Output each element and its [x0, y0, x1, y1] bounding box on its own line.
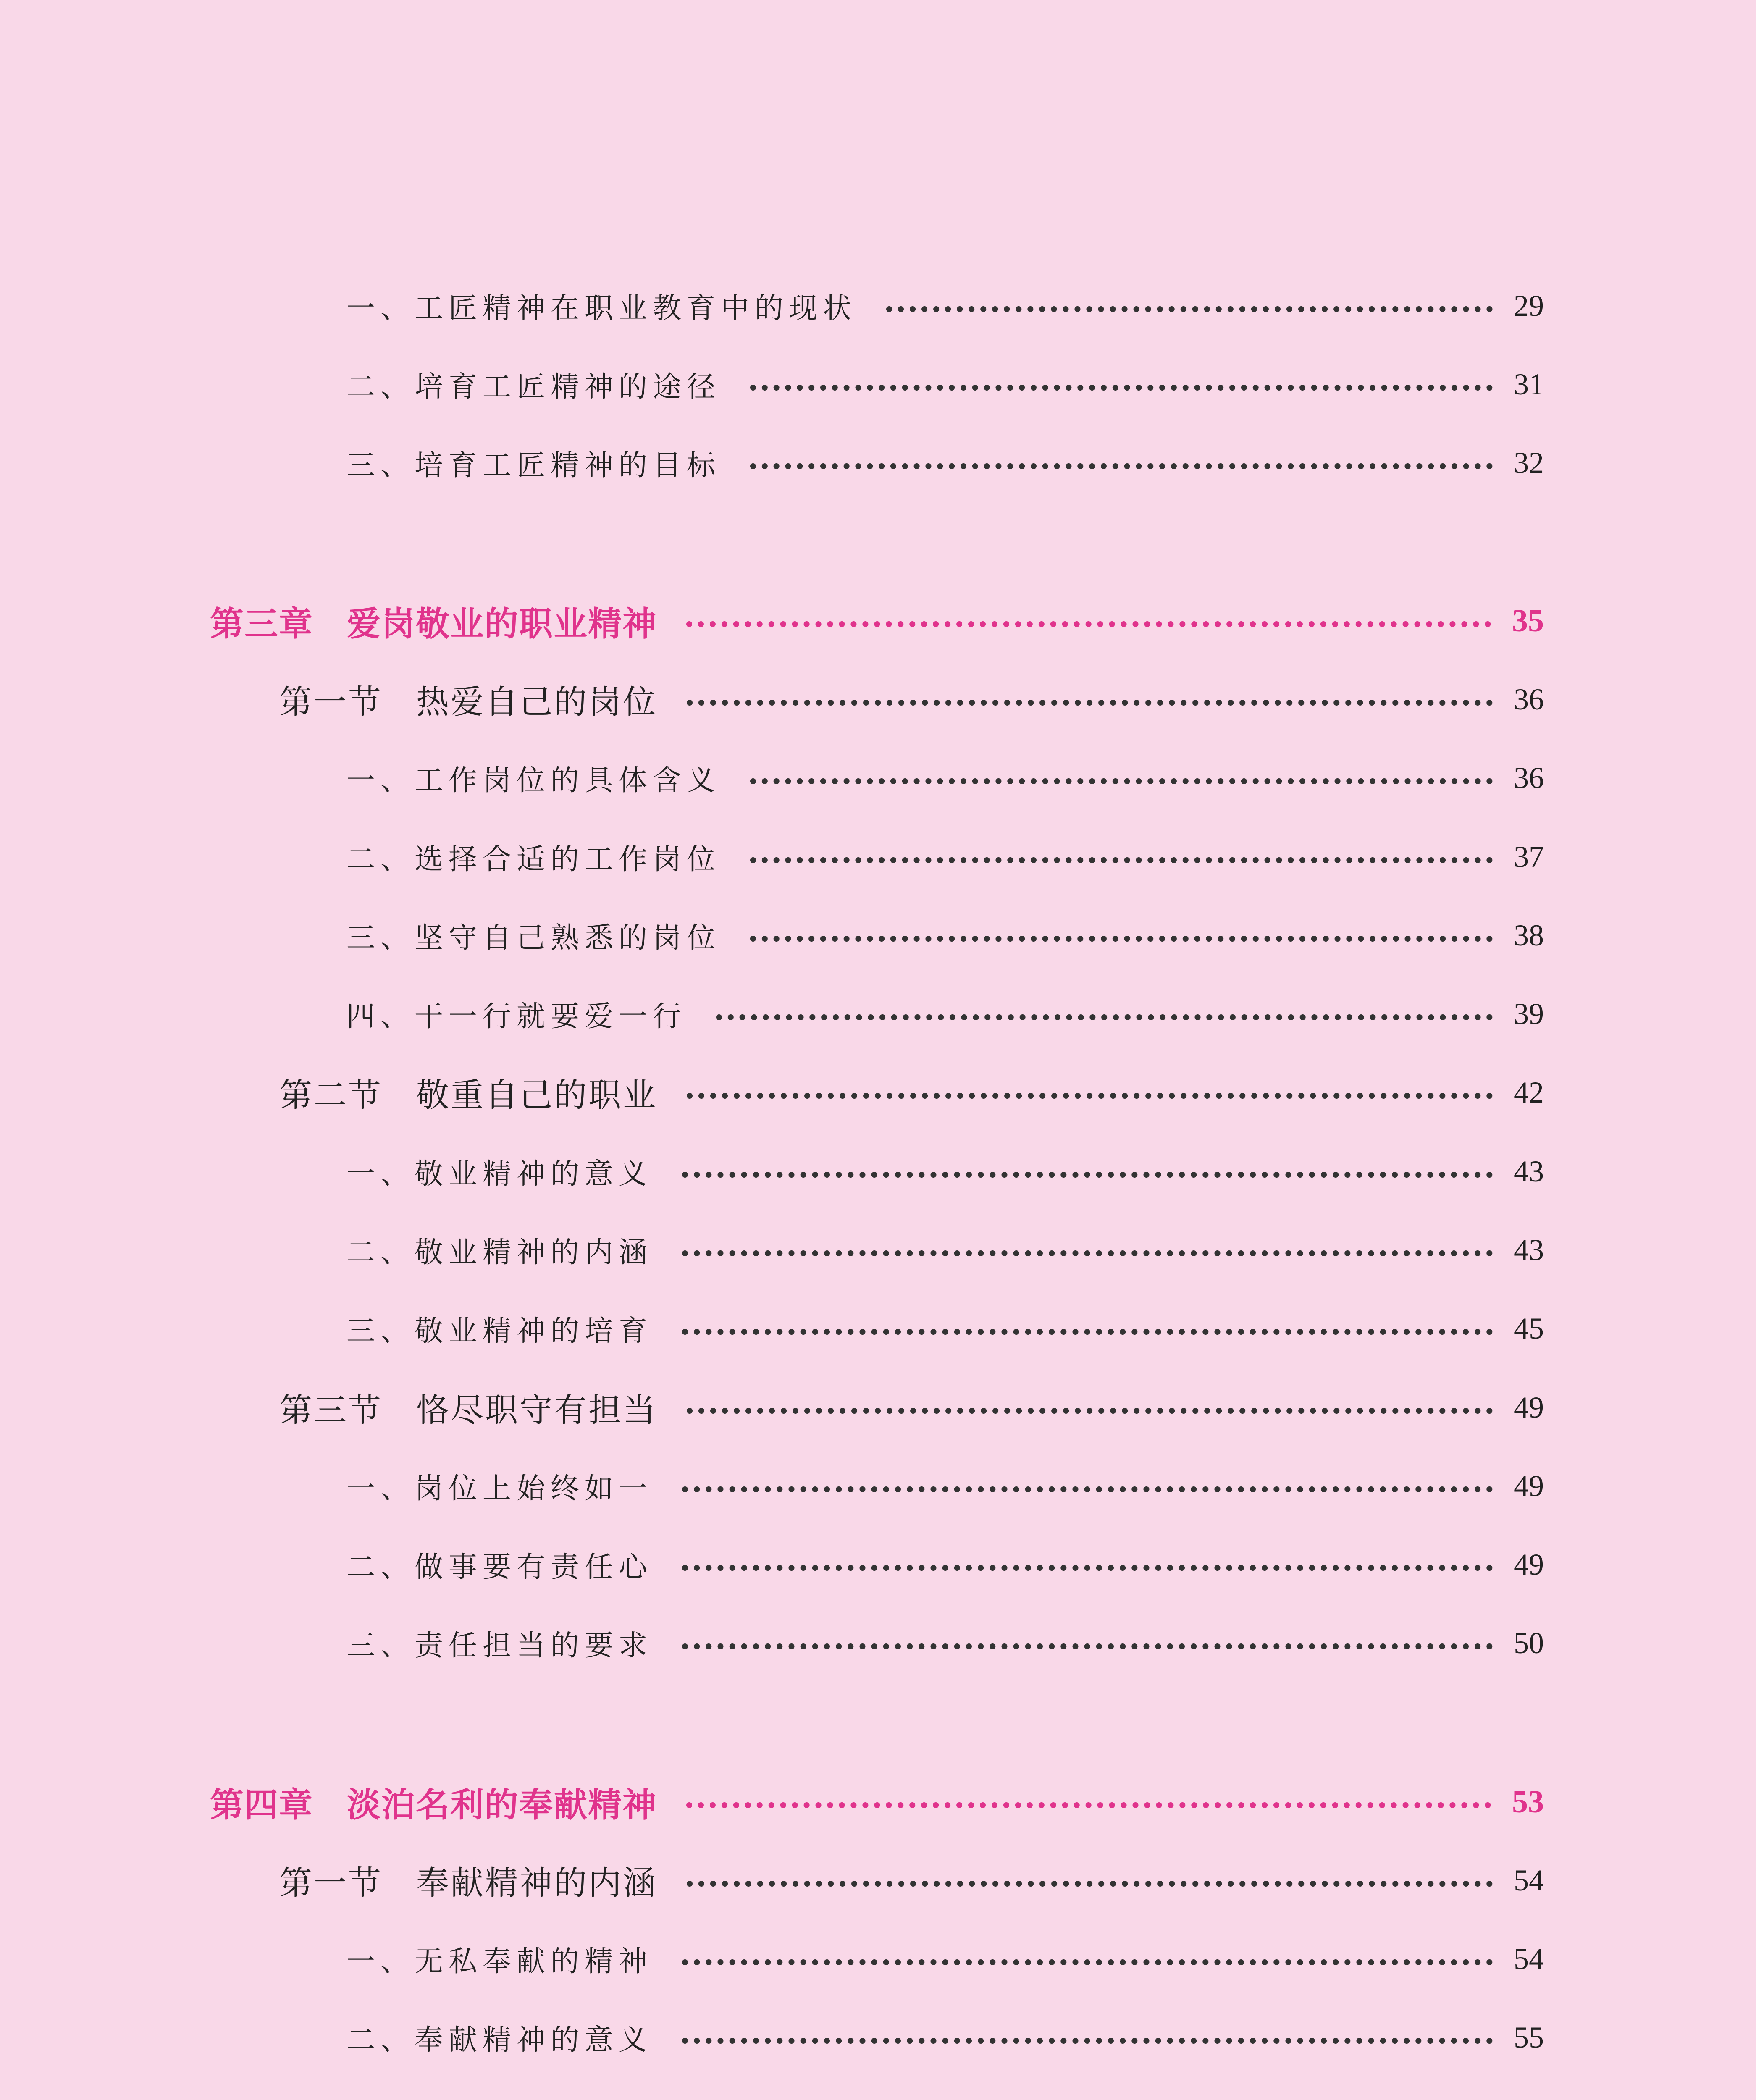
toc-page-number: 38 [1514, 918, 1544, 952]
toc-item-entry[interactable] [346, 904, 1544, 967]
toc-entry-label [346, 758, 750, 798]
toc-leader-dots [750, 936, 1493, 942]
toc-entry-title: 恪尽职守有担当 [416, 1391, 658, 1429]
toc-page-number: 29 [1514, 289, 1544, 323]
toc-entry-number: 四、 [346, 1000, 415, 1033]
toc-leader-dots [750, 385, 1493, 391]
toc-entry-title: 做事要有责任心 [415, 1550, 653, 1584]
toc-leader-dots [886, 306, 1493, 312]
toc-entry-label [210, 1778, 686, 1826]
toc-entry-title: 奉献精神的意义 [415, 2023, 653, 2057]
toc-leader-dots [750, 778, 1493, 784]
toc-entry-number: 一、 [346, 764, 415, 797]
toc-entry-label [346, 1544, 682, 1585]
toc-item-entry[interactable] [346, 2006, 1544, 2069]
toc-page-number: 36 [1514, 761, 1544, 795]
toc-leader-dots [687, 1093, 1493, 1099]
toc-entry-number: 一、 [346, 1472, 415, 1505]
toc-entry-title: 爱岗敬业的职业精神 [347, 604, 657, 643]
toc-entry-label [346, 994, 716, 1034]
toc-entry-number: 第一节 [279, 683, 383, 721]
toc-page-number: 43 [1514, 1154, 1544, 1188]
toc-entry-title: 责任担当的要求 [415, 1629, 653, 1662]
toc-item-entry[interactable] [346, 1927, 1544, 1990]
toc-entry-number: 三、 [346, 1314, 415, 1348]
toc-leader-dots [682, 2038, 1493, 2044]
toc-item-entry[interactable] [346, 1533, 1544, 1596]
toc-item-entry[interactable] [346, 1218, 1544, 1281]
toc-page-number: 54 [1514, 1942, 1544, 1976]
toc-leader-dots [687, 700, 1493, 706]
toc-item-entry[interactable] [346, 431, 1544, 494]
toc-page-number: 39 [1514, 997, 1544, 1031]
toc-entry-title: 干一行就要爱一行 [415, 1000, 687, 1033]
toc-entry-label [346, 915, 750, 956]
toc-leader-dots [682, 1329, 1493, 1335]
toc-entry-number: 第四章 [210, 1785, 313, 1824]
toc-entry-title: 岗位上始终如一 [415, 1472, 653, 1505]
toc-leader-dots [682, 1643, 1493, 1649]
toc-entry-number: 一、 [346, 1157, 415, 1191]
toc-entry-label [346, 1230, 682, 1270]
toc-leader-dots [682, 1959, 1493, 1965]
toc-entry-title: 工匠精神在职业教育中的现状 [415, 291, 857, 325]
toc-leader-dots [686, 621, 1491, 627]
toc-leader-dots [687, 1408, 1493, 1414]
toc-page-number: 43 [1514, 1233, 1544, 1267]
toc-leader-dots [750, 857, 1493, 863]
toc-entry-title: 敬重自己的职业 [416, 1076, 658, 1114]
toc-entry-title: 培育工匠精神的目标 [415, 449, 721, 482]
toc-entry-number: 三、 [346, 449, 415, 482]
toc-page-number: 31 [1514, 367, 1544, 401]
toc-leader-dots [687, 1881, 1493, 1887]
toc-entry-number: 二、 [346, 1550, 415, 1584]
toc-entry-title: 培育工匠精神的途径 [415, 370, 721, 404]
toc-entry-title: 无私奉献的精神 [415, 1945, 653, 1978]
toc-entry-label [346, 837, 750, 877]
toc-entry-label [279, 1384, 687, 1431]
toc-entry-label [279, 1857, 687, 1904]
toc-page-number: 35 [1512, 603, 1544, 638]
toc-page-number: 55 [1514, 2020, 1544, 2054]
toc-page-number: 50 [1514, 1626, 1544, 1660]
toc-entry-title: 敬业精神的内涵 [415, 1236, 653, 1269]
toc-entry-number: 第一节 [279, 1864, 383, 1902]
toc-item-entry[interactable] [346, 982, 1544, 1045]
toc-entry-label [346, 1151, 682, 1192]
toc-entry-number: 三、 [346, 1629, 415, 1662]
toc-page-number: 42 [1514, 1075, 1544, 1109]
toc-page-number: 37 [1514, 840, 1544, 874]
toc-entry-title: 淡泊名利的奉献精神 [347, 1785, 657, 1824]
toc-entry-label [346, 1623, 682, 1664]
toc-entry-label [346, 2096, 682, 2100]
toc-page-number: 53 [1512, 1784, 1544, 1819]
toc-entry-label [346, 2017, 682, 2058]
toc-page-number: 45 [1514, 1311, 1544, 1345]
toc-item-entry[interactable] [346, 1297, 1544, 1360]
toc-chapter-entry[interactable] [210, 589, 1544, 652]
toc-leader-dots [686, 1802, 1491, 1808]
toc-item-entry[interactable] [346, 2085, 1544, 2100]
toc-page-number: 49 [1514, 1469, 1544, 1503]
toc-section-entry[interactable] [279, 668, 1544, 731]
toc-entry-title: 奉献精神的内涵 [416, 1864, 658, 1902]
toc-page-number: 49 [1514, 1390, 1544, 1424]
toc-entry-title: 工作岗位的具体含义 [415, 764, 721, 797]
toc-entry-title: 敬业精神的培育 [415, 1314, 653, 1348]
toc-page-number: 54 [1514, 1863, 1544, 1897]
toc-leader-dots [682, 1565, 1493, 1571]
toc-entry-number: 一、 [346, 1945, 415, 1978]
toc-entry-number: 第二节 [279, 1076, 383, 1114]
toc-entry-label [346, 364, 750, 405]
toc-entry-title: 选择合适的工作岗位 [415, 843, 721, 876]
toc-entry-number: 第三章 [210, 604, 313, 643]
toc-entry-label [346, 286, 886, 326]
toc-leader-dots [750, 463, 1493, 469]
toc-chapter-entry[interactable] [210, 1770, 1544, 1833]
toc-entry-label [346, 1939, 682, 1979]
toc-entry-label [279, 676, 687, 723]
toc-item-entry[interactable] [346, 353, 1544, 416]
toc-item-entry[interactable] [346, 1140, 1544, 1203]
toc-entry-label [346, 443, 750, 483]
toc-section-entry[interactable] [279, 1376, 1544, 1439]
toc-leader-dots [682, 1486, 1493, 1492]
toc-page-number: 36 [1514, 682, 1544, 716]
toc-item-entry[interactable] [346, 1454, 1544, 1517]
toc-item-entry[interactable] [346, 746, 1544, 809]
toc-entry-number: 二、 [346, 843, 415, 876]
toc-entry-label [279, 1069, 687, 1116]
toc-entry-number: 二、 [346, 2023, 415, 2057]
toc-page-number: 32 [1514, 446, 1544, 480]
toc-page-number: 49 [1514, 1547, 1544, 1581]
toc-section-entry[interactable] [279, 1849, 1544, 1912]
toc-entry-label [210, 597, 686, 645]
toc-entry-number: 一、 [346, 291, 415, 325]
toc-leader-dots [682, 1250, 1493, 1256]
toc-item-entry[interactable] [346, 825, 1544, 888]
toc-item-entry[interactable] [346, 274, 1544, 337]
toc-leader-dots [682, 1172, 1493, 1178]
toc-entry-label [346, 1308, 682, 1349]
toc-item-entry[interactable] [346, 1612, 1544, 1675]
toc-entry-title: 坚守自己熟悉的岗位 [415, 921, 721, 955]
toc-entry-title: 热爱自己的岗位 [416, 683, 658, 721]
toc-entry-number: 第三节 [279, 1391, 383, 1429]
toc-entry-title: 敬业精神的意义 [415, 1157, 653, 1191]
toc-section-entry[interactable] [279, 1061, 1544, 1124]
toc-leader-dots [716, 1014, 1493, 1020]
toc-entry-label [346, 1466, 682, 1507]
toc-entry-number: 三、 [346, 921, 415, 955]
toc-entry-number: 二、 [346, 1236, 415, 1269]
toc-entry-number: 二、 [346, 370, 415, 404]
